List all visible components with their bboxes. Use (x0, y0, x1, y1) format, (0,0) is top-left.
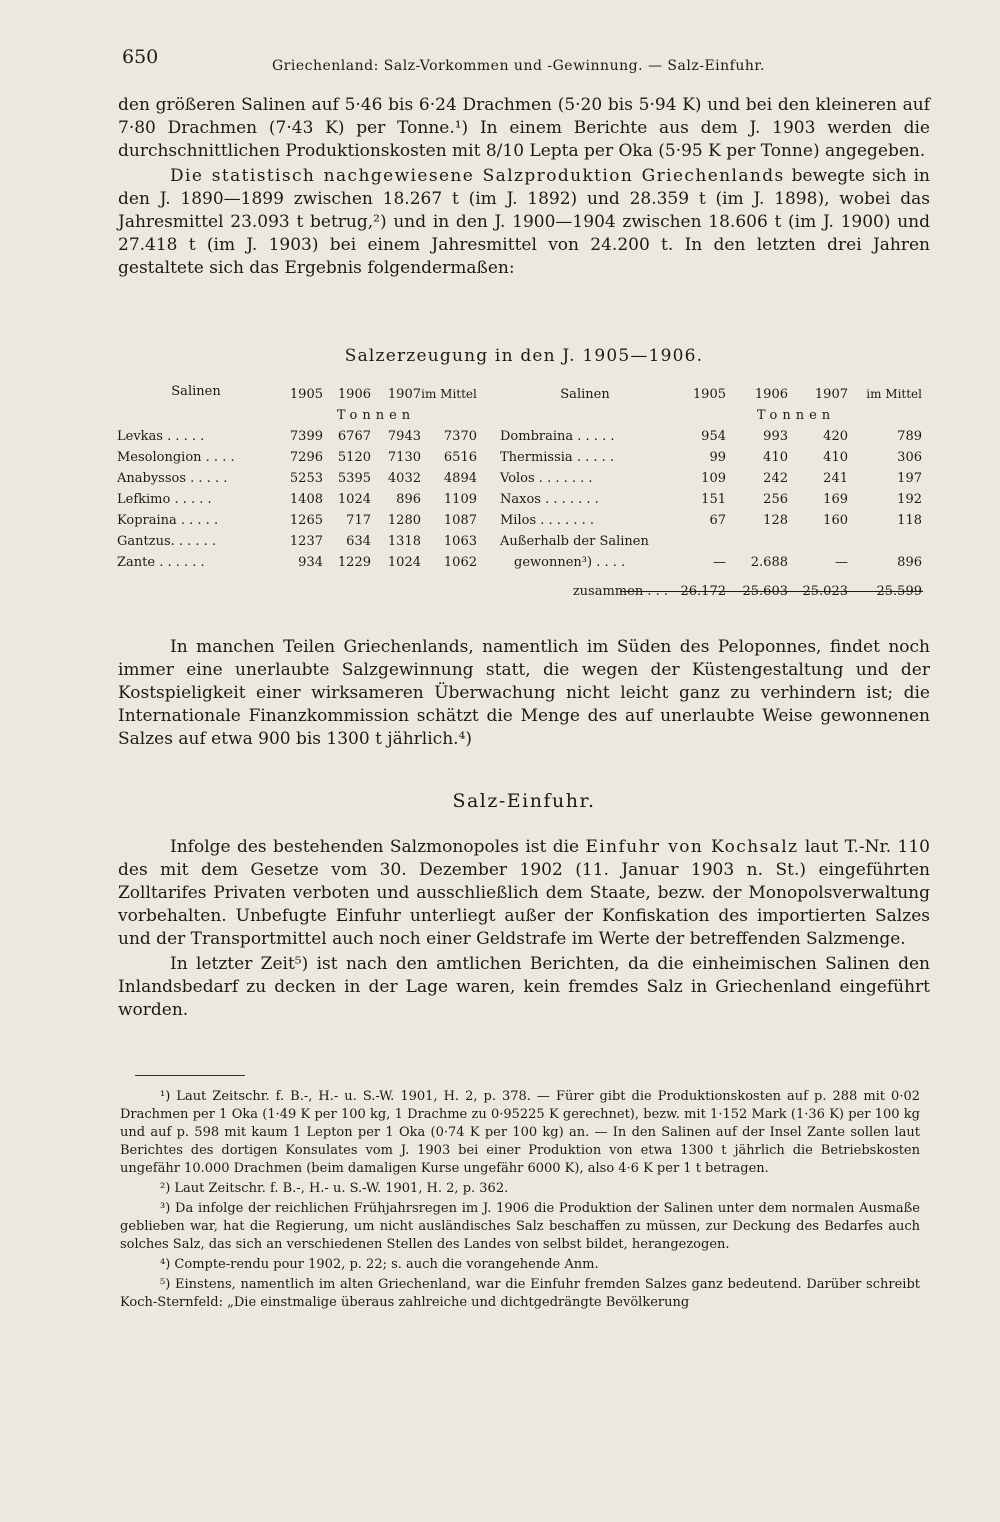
value-1906: 634 (346, 534, 371, 549)
saline-name: Volos . . . . . . . (500, 471, 593, 486)
value-1905: 1237 (289, 534, 323, 549)
value-mittel: 118 (897, 513, 922, 528)
col-header-salinen: Salinen (560, 387, 610, 402)
section-text (118, 836, 930, 1022)
value-1906: 128 (763, 513, 788, 528)
table-row (117, 489, 477, 510)
footnote-rule (135, 1075, 245, 1076)
saline-name: Naxos . . . . . . . (500, 492, 599, 507)
saline-name: Thermissia . . . . . (500, 450, 615, 465)
page-header (122, 46, 922, 76)
total-1905: 26.172 (680, 584, 726, 599)
salt-table-right (500, 384, 922, 599)
saline-name: Dombraina . . . . . (500, 429, 615, 444)
value-1907: 410 (823, 450, 848, 465)
spaced-emphasis: Einfuhr von Kochsalz (585, 837, 799, 857)
saline-name: Lefkimo . . . . . (117, 492, 212, 507)
value-1906: 5395 (337, 471, 371, 486)
value-1905: 7296 (289, 450, 323, 465)
value-1905: 5253 (289, 471, 323, 486)
col-header-1907: 1907 (387, 387, 421, 402)
extra-row-label (500, 531, 922, 552)
running-head: Griechenland: Salz-Vorkommen und -Gewinnung. — Salz-Einfuhr. (272, 58, 765, 74)
value-1906: 717 (346, 513, 371, 528)
extra-label-line-2: gewonnen³) . . . . (514, 555, 626, 570)
value-1905: 934 (298, 555, 323, 570)
value-mittel: 789 (897, 429, 922, 444)
value-1905: 99 (709, 450, 726, 465)
section-p1-start: Infolge des bestehenden Salzmonopoles ist die (170, 837, 586, 857)
col-header-salinen: Salinen (171, 384, 221, 399)
value-mittel: 1109 (443, 492, 477, 507)
value-1905: 7399 (289, 429, 323, 444)
value-1906: 6767 (337, 429, 371, 444)
col-header-1906: 1906 (754, 387, 788, 402)
value-1907: 160 (823, 513, 848, 528)
footnote-2: ²) Laut Zeitschr. f. B.-, H.- u. S.-W. 1901, H. 2, p. 362. (160, 1181, 509, 1196)
footnote-5: ⁵) Einstens, namentlich im alten Griechenland, war die Einfuhr fremden Salzes ganz bedeutend. Darüber schreibt Koch-Sternfeld: „Die einstmalige überaus zahlreiche und dichtgedrängte Bevölkerung (120, 1277, 920, 1310)
value-1907: 896 (396, 492, 421, 507)
value-1907: 4032 (387, 471, 421, 486)
footnote-4: ⁴) Compte-rendu pour 1902, p. 22; s. auch die vorangehende Anm. (160, 1257, 599, 1272)
col-header-1907: 1907 (814, 387, 848, 402)
col-header-mittel: im Mittel (421, 387, 477, 401)
intro-paragraph-2 (118, 165, 930, 280)
table-row (117, 468, 477, 489)
value-1907: 1280 (387, 513, 421, 528)
footnote-3: ³) Da infolge der reichlichen Frühjahrsregen im J. 1906 die Produktion der Salinen unter dem normalen Ausmaße geblieben war, hat die Regierung, um nicht ausländisches Salz beschaffen zu müssen, zur Deckung des Bedarfes auch solches Salz, das sich an verschiedenen Stellen des Landes von selbst bildet, herangezogen. (120, 1201, 920, 1252)
section-paragraph-2: In letzter Zeit⁵) ist nach den amtlichen Berichten, da die einheimischen Salinen den Inlandsbedarf zu decken in der Lage waren, kein fremdes Salz in Griechenland eingeführt worden. (118, 954, 930, 1020)
value-1907: 241 (823, 471, 848, 486)
page-number: 650 (122, 46, 159, 68)
table-row (117, 447, 477, 468)
extra-1906: 2.688 (750, 555, 788, 570)
salt-table-left (117, 384, 477, 573)
extra-1905: — (713, 555, 726, 570)
value-1907: 7943 (387, 429, 421, 444)
section-paragraph-1 (118, 836, 930, 951)
value-1906: 993 (763, 429, 788, 444)
value-1907: 169 (823, 492, 848, 507)
value-1906: 410 (763, 450, 788, 465)
value-1905: 1408 (289, 492, 323, 507)
table-row (500, 468, 922, 489)
extra-label-line-1: Außerhalb der Salinen (500, 534, 649, 549)
spaced-emphasis: Die statistisch nachgewiesene Salzproduktion Griechenlands (170, 166, 785, 186)
table-header-row (117, 384, 477, 405)
table-row (117, 531, 477, 552)
saline-name: Kopraina . . . . . (117, 513, 219, 528)
table-row (500, 447, 922, 468)
unit-row (117, 405, 477, 426)
saline-name: Gantzus. . . . . . (117, 534, 217, 549)
value-1905: 67 (709, 513, 726, 528)
col-header-1906: 1906 (337, 387, 371, 402)
value-1907: 7130 (387, 450, 421, 465)
value-1905: 954 (701, 429, 726, 444)
extra-1907: — (835, 555, 848, 570)
total-1907: 25.023 (802, 584, 848, 599)
sum-rule (620, 591, 923, 592)
value-1905: 1265 (289, 513, 323, 528)
table-row (117, 552, 477, 573)
col-header-1905: 1905 (289, 387, 323, 402)
value-1907: 1024 (387, 555, 421, 570)
value-1906: 256 (763, 492, 788, 507)
value-mittel: 192 (897, 492, 922, 507)
total-label: zusammen . . . (572, 584, 668, 599)
value-1906: 5120 (337, 450, 371, 465)
value-1907: 1318 (387, 534, 421, 549)
extra-row (500, 552, 922, 573)
intro-paragraph-2-rest: bewegte sich in den J. 1890—1899 zwischen 18.267 t (im J. 1892) und 28.359 t (im J. 1898), wobei das Jahresmittel 23.093 t betrug,²) und in den J. 1900—1904 zwischen 18.606 t (im J. 1900) und 27.418 t (im J. 1903) bei einem Jahresmittel von 24.200 t. In den letzten drei Jahren gestaltete sich das Ergebnis folgendermaßen: (118, 166, 930, 278)
table-header-row (500, 384, 922, 405)
total-1906: 25.603 (742, 584, 788, 599)
saline-name: Levkas . . . . . (117, 429, 205, 444)
footnotes (120, 1088, 920, 1314)
extra-mittel: 896 (897, 555, 922, 570)
after-table-paragraph: In manchen Teilen Griechenlands, namentlich im Süden des Peloponnes, findet noch immer eine unerlaubte Salzgewinnung statt, die wegen der Küstengestaltung und der Kostspieligkeit einer wirksameren Überwachung nicht leicht ganz zu verhindern ist; die Internationale Finanzkommission schätzt die Menge des auf unerlaubte Weise gewonnenen Salzes auf etwa 900 bis 1300 t jährlich.⁴) (118, 637, 930, 749)
table-row (117, 510, 477, 531)
table-row (500, 489, 922, 510)
total-row (500, 573, 922, 599)
unit-label: Tonnen (336, 408, 416, 423)
table-row (117, 426, 477, 447)
saline-name: Milos . . . . . . . (500, 513, 594, 528)
section-p1-rest: laut T.-Nr. 110 des mit dem Gesetze vom 30. Dezember 1902 (11. Januar 1903 n. St.) eingeführten Zolltarifes Privaten verboten und ausschließlich dem Staate, bezw. der Monopolsverwaltung vorbehalten. Unbefugte Einfuhr unterliegt außer der Konfiskation des importierten Salzes und der Transportmittel auch noch einer Geldstrafe im Werte der betreffenden Salzmenge. (118, 837, 930, 949)
section-title: Salz-Einfuhr. (452, 790, 596, 812)
value-mittel: 306 (897, 450, 922, 465)
value-mittel: 1063 (443, 534, 477, 549)
saline-name: Zante . . . . . . (117, 555, 205, 570)
value-1905: 151 (701, 492, 726, 507)
value-mittel: 1087 (443, 513, 477, 528)
value-mittel: 6516 (443, 450, 477, 465)
saline-name: Mesolongion . . . . (117, 450, 235, 465)
value-1907: 420 (823, 429, 848, 444)
intro-text (118, 94, 930, 280)
col-header-1905: 1905 (692, 387, 726, 402)
unit-row (500, 405, 922, 426)
table-row (500, 510, 922, 531)
table-row (500, 426, 922, 447)
value-mittel: 4894 (443, 471, 477, 486)
intro-paragraph-1: den größeren Salinen auf 5·46 bis 6·24 Drachmen (5·20 bis 5·94 K) und bei den kleineren auf 7·80 Drachmen (7·43 K) per Tonne.¹) In einem Berichte aus dem J. 1903 werden die durchschnittlichen Produktionskosten mit 8/10 Lepta per Oka (5·95 K per Tonne) angegeben. (118, 95, 930, 161)
value-mittel: 197 (897, 471, 922, 486)
col-header-mittel: im Mittel (866, 387, 922, 401)
value-1906: 1024 (337, 492, 371, 507)
footnote-1: ¹) Laut Zeitschr. f. B.-, H.- u. S.-W. 1901, H. 2, p. 378. — Fürer gibt die Produktionskosten auf p. 288 mit 0·02 Drachmen per 1 Oka (1·49 K per 100 kg, 1 Drachme zu 0·95225 K gerechnet), bezw. mit 1·152 Mark (1·36 K) per 100 kg und auf p. 598 mit kaum 1 Lepton per 1 Oka (0·74 K per 100 kg) an. — In den Salinen auf der Insel Zante sollen laut Berichtes des dortigen Konsulates vom J. 1903 bei einer Produktion von etwa 1300 t jährlich die Betriebskosten ungefähr 10.000 Drachmen (beim damaligen Kurse ungefähr 6000 K), also 4·6 K per 1 t betragen. (120, 1089, 920, 1176)
value-1906: 242 (763, 471, 788, 486)
unit-label: Tonnen (756, 408, 836, 423)
table-title: Salzerzeugung in den J. 1905—1906. (344, 346, 704, 366)
after-table-text (118, 636, 930, 751)
value-mittel: 1062 (443, 555, 477, 570)
value-1906: 1229 (337, 555, 371, 570)
total-mittel: 25.599 (876, 584, 922, 599)
value-1905: 109 (701, 471, 726, 486)
saline-name: Anabyssos . . . . . (117, 471, 228, 486)
value-mittel: 7370 (443, 429, 477, 444)
